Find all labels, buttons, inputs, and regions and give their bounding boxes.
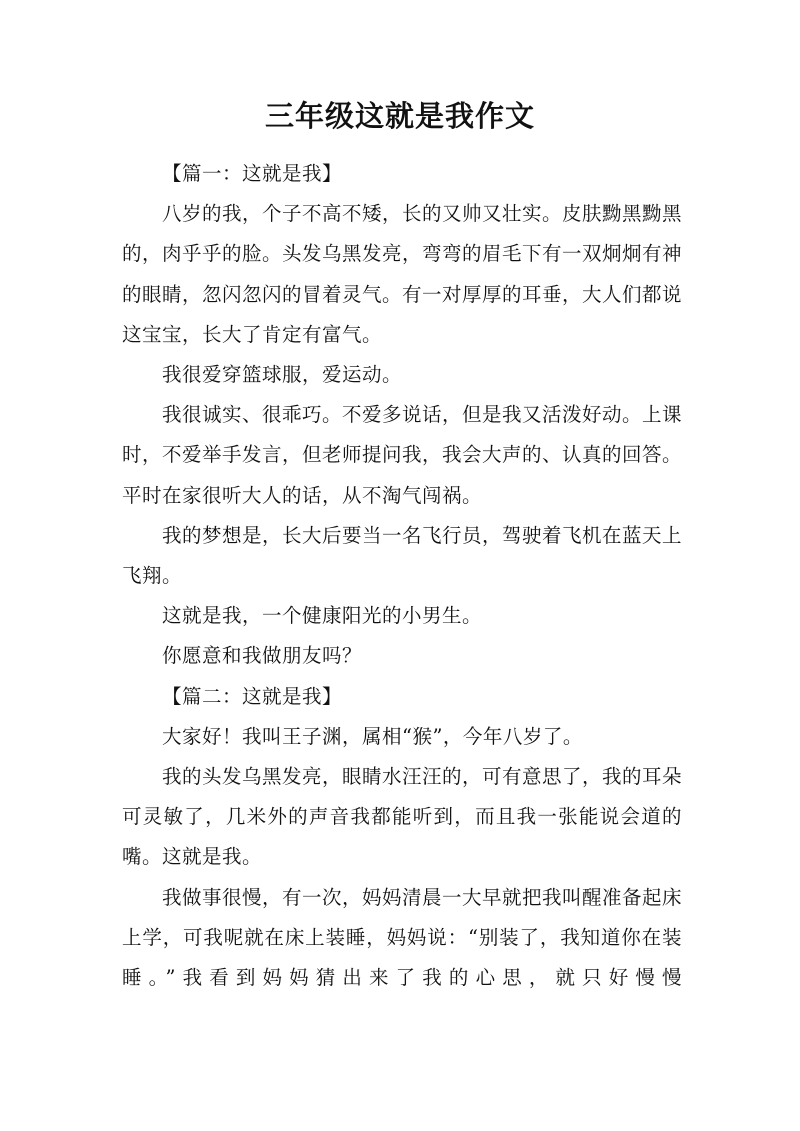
document-body: [122, 154, 682, 998]
paragraph: 我很诚实、很乖巧。不爱多说话，但是我又活泼好动。上课时，不爱举手发言，但老师提问我，我会大声的、认真的回答。平时在家很听大人的话，从不淘气闯祸。: [122, 403, 683, 507]
paragraph: 你愿意和我做朋友吗？: [161, 644, 362, 668]
paragraph: 我做事很慢，有一次，妈妈清晨一大早就把我叫醒准备起床上学，可我呢就在床上装睡，妈妈说：“别装了，我知道你在装睡。”我看到妈妈猜出来了我的心思，就只好慢慢: [122, 885, 682, 990]
paragraph: 我很爱穿篮球服，爱运动。: [161, 363, 402, 387]
document-title: 三年级这就是我作文: [264, 99, 535, 133]
paragraph: 我的梦想是，长大后要当一名飞行员，驾驶着飞机在蓝天上飞翔。: [122, 523, 682, 588]
section-heading-1: 【篇一：这就是我】: [161, 162, 342, 185]
paragraph: 大家好！我叫王子渊，属相“猴”，今年八岁了。: [161, 724, 583, 748]
paragraph: 这就是我，一个健康阳光的小男生。: [161, 604, 482, 628]
paragraph: 八岁的我，个子不高不矮，长的又帅又壮实。皮肤黝黑黝黑的，肉乎乎的脸。头发乌黑发亮，弯弯的眉毛下有一双炯炯有神的眼睛，忽闪忽闪的冒着灵气。有一对厚厚的耳垂，大人们都说这宝宝，长大了肯定有富气。: [122, 202, 683, 346]
paragraph: 我的头发乌黑发亮，眼睛水汪汪的，可有意思了，我的耳朵可灵敏了，几米外的声音我都能听到，而且我一张能说会道的嘴。这就是我。: [122, 765, 682, 869]
section-heading-2: 【篇二：这就是我】: [161, 684, 342, 708]
